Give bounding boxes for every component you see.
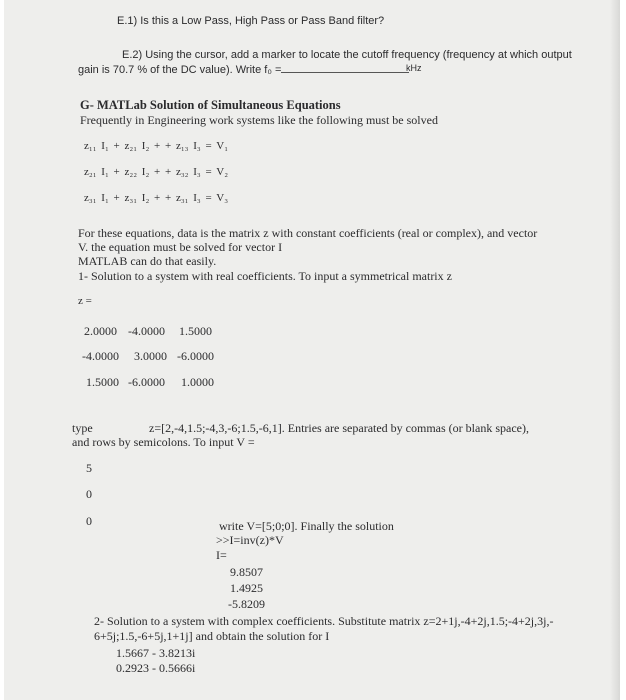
- matrix-z-r3c2: -6.0000: [128, 375, 165, 389]
- matrix-z-r1c3: 1.5000: [179, 324, 212, 338]
- complex-line-2: 6+5j;1.5,-6+5j,1+1j] and obtain the solution for I: [94, 629, 330, 643]
- matrix-z-r2c1: -4.0000: [82, 349, 119, 363]
- answer-blank: [281, 62, 409, 73]
- complex-value-1: 1.5667 - 3.8213i: [116, 646, 196, 660]
- paragraph-1-line-1: For these equations, data is the matrix z with constant coefficients (real or complex), and vector: [78, 226, 538, 240]
- matlab-command: >>I=inv(z)*V: [216, 533, 284, 547]
- question-e2-line2: [78, 62, 409, 76]
- equation-row-1: z₁₁ I₁ + z₂₁ I₂ + + z₁₃ I₃ = V₁: [84, 140, 229, 152]
- matrix-z-r3c1: 1.5000: [86, 375, 119, 389]
- document-page: [4, 0, 620, 700]
- matrix-z-r1c2: -4.0000: [128, 324, 165, 338]
- question-e2-line1: E.2) Using the cursor, add a marker to locate the cutoff frequency (frequency at which output: [122, 49, 572, 61]
- section-intro: Frequently in Engineering work systems like the following must be solved: [80, 113, 438, 127]
- matrix-z-r1c1: 2.0000: [84, 324, 117, 338]
- paragraph-2: MATLAB can do that easily.: [78, 254, 217, 268]
- solution-value-1: 9.8507: [230, 565, 263, 579]
- type-word: type: [72, 421, 93, 435]
- i-label: I=: [216, 548, 227, 562]
- section-title: G- MATLab Solution of Simultaneous Equations: [80, 98, 341, 112]
- solution-value-3: -5.8209: [228, 597, 265, 611]
- page-edge-shadow: [610, 0, 620, 700]
- z-label: z =: [78, 295, 92, 307]
- vector-v-2: 0: [86, 487, 92, 501]
- unit-khz: kHz: [406, 63, 422, 73]
- equation-row-2: z₂₁ I₁ + z₂₂ I₂ + + z₃₂ I₃ = V₂: [84, 166, 229, 178]
- type-line-2: and rows by semicolons. To input V =: [72, 435, 255, 449]
- question-e1: E.1) Is this a Low Pass, High Pass or Pass Band filter?: [117, 15, 385, 27]
- vector-v-3: 0: [86, 514, 92, 528]
- paragraph-3: 1- Solution to a system with real coefficients. To input a symmetrical matrix z: [78, 269, 452, 283]
- matrix-z-r2c3: -6.0000: [177, 349, 214, 363]
- matrix-z-r2c2: 3.0000: [134, 349, 167, 363]
- paragraph-1-line-2: V. the equation must be solved for vector I: [78, 240, 283, 254]
- equation-row-3: z₃₁ I₁ + z₃₁ I₂ + + z₃₁ I₃ = V₃: [84, 192, 229, 204]
- solution-value-2: 1.4925: [230, 581, 263, 595]
- write-line: write V=[5;0;0]. Finally the solution: [219, 519, 394, 533]
- vector-v-1: 5: [86, 461, 92, 475]
- complex-line-1: 2- Solution to a system with complex coefficients. Substitute matrix z=2+1j,-4+2j,1.5;-4+2j,3j,-: [94, 614, 554, 628]
- matrix-z-r3c3: 1.0000: [181, 375, 214, 389]
- complex-value-2: 0.2923 - 0.5666i: [116, 661, 196, 675]
- type-command: z=[2,-4,1.5;-4,3,-6;1.5,-6,1]. Entries are separated by commas (or blank space),: [149, 421, 529, 435]
- question-e2-text: gain is 70.7 % of the DC value). Write f₀ =: [78, 64, 282, 76]
